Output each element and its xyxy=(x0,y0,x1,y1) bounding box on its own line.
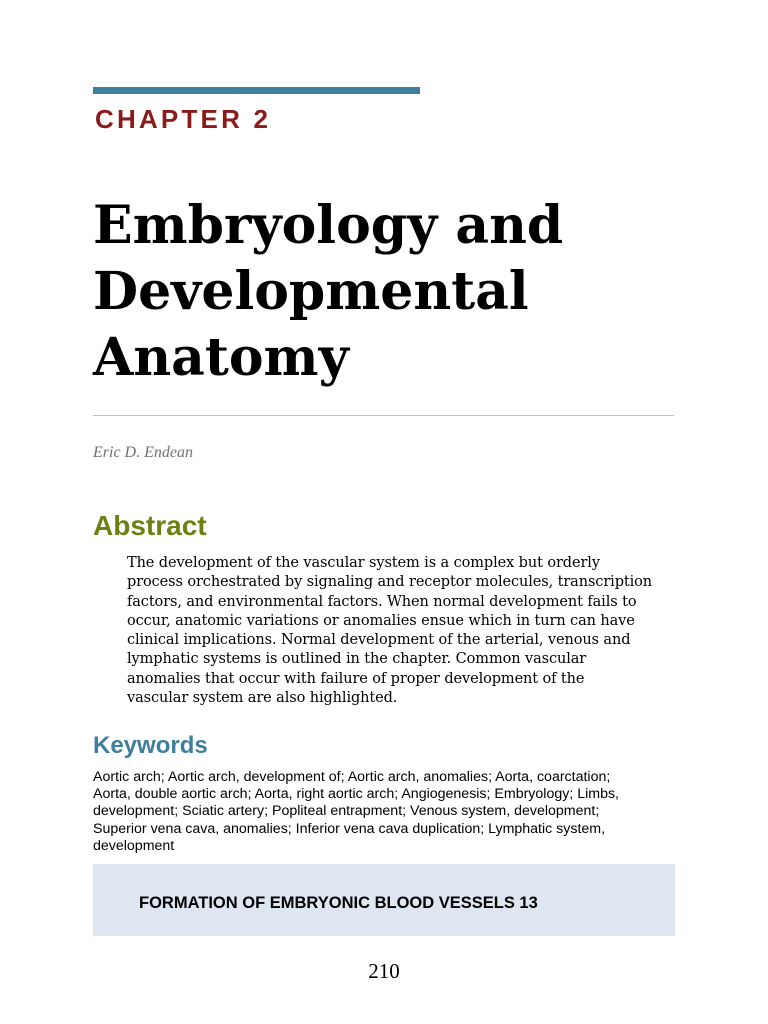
abstract-line: vascular system are also highlighted. xyxy=(127,690,398,707)
keywords-heading: Keywords xyxy=(93,732,208,759)
chapter-label: CHAPTER 2 xyxy=(95,104,272,134)
abstract-line: clinical implications. Normal development of the arterial, venous and xyxy=(127,632,631,649)
abstract-text xyxy=(127,554,687,708)
keywords-line: Aorta, double aortic arch; Aorta, right aortic arch; Angiogenesis; Embryology; Limbs, xyxy=(93,786,619,803)
keywords-line: development xyxy=(93,837,175,854)
keywords-line: development; Sciatic artery; Popliteal entrapment; Venous system, development; xyxy=(93,803,600,820)
abstract-heading: Abstract xyxy=(93,510,207,541)
abstract-line: anomalies that occur with failure of proper development of the xyxy=(127,670,585,687)
abstract-line: factors, and environmental factors. When normal development fails to xyxy=(127,593,637,610)
author-name: Eric D. Endean xyxy=(93,444,193,461)
toc-box xyxy=(93,864,675,936)
chapter-rule xyxy=(93,87,420,94)
chapter-title-line: Anatomy xyxy=(93,327,349,388)
abstract-line: The development of the vascular system is a complex but orderly xyxy=(127,555,600,571)
toc-entry[interactable]: FORMATION OF EMBRYONIC BLOOD VESSELS 13 xyxy=(139,894,538,912)
abstract-line: lymphatic systems is outlined in the chapter. Common vascular xyxy=(127,651,587,668)
keywords-line: Aortic arch; Aortic arch, development of; Aortic arch, anomalies; Aorta, coarctation; xyxy=(93,769,611,785)
chapter-title-line: Developmental xyxy=(93,261,529,322)
abstract-line: occur, anatomic variations or anomalies ensue which in turn can have xyxy=(127,612,635,629)
keywords-text xyxy=(93,769,678,855)
page-number: 210 xyxy=(368,959,400,983)
keywords-line: Superior vena cava, anomalies; Inferior vena cava duplication; Lymphatic system, xyxy=(93,820,606,837)
chapter-title-line: Embryology and xyxy=(93,195,564,256)
abstract-line: process orchestrated by signaling and receptor molecules, transcription xyxy=(127,574,653,591)
title-divider xyxy=(93,415,674,416)
chapter-title xyxy=(93,193,693,391)
